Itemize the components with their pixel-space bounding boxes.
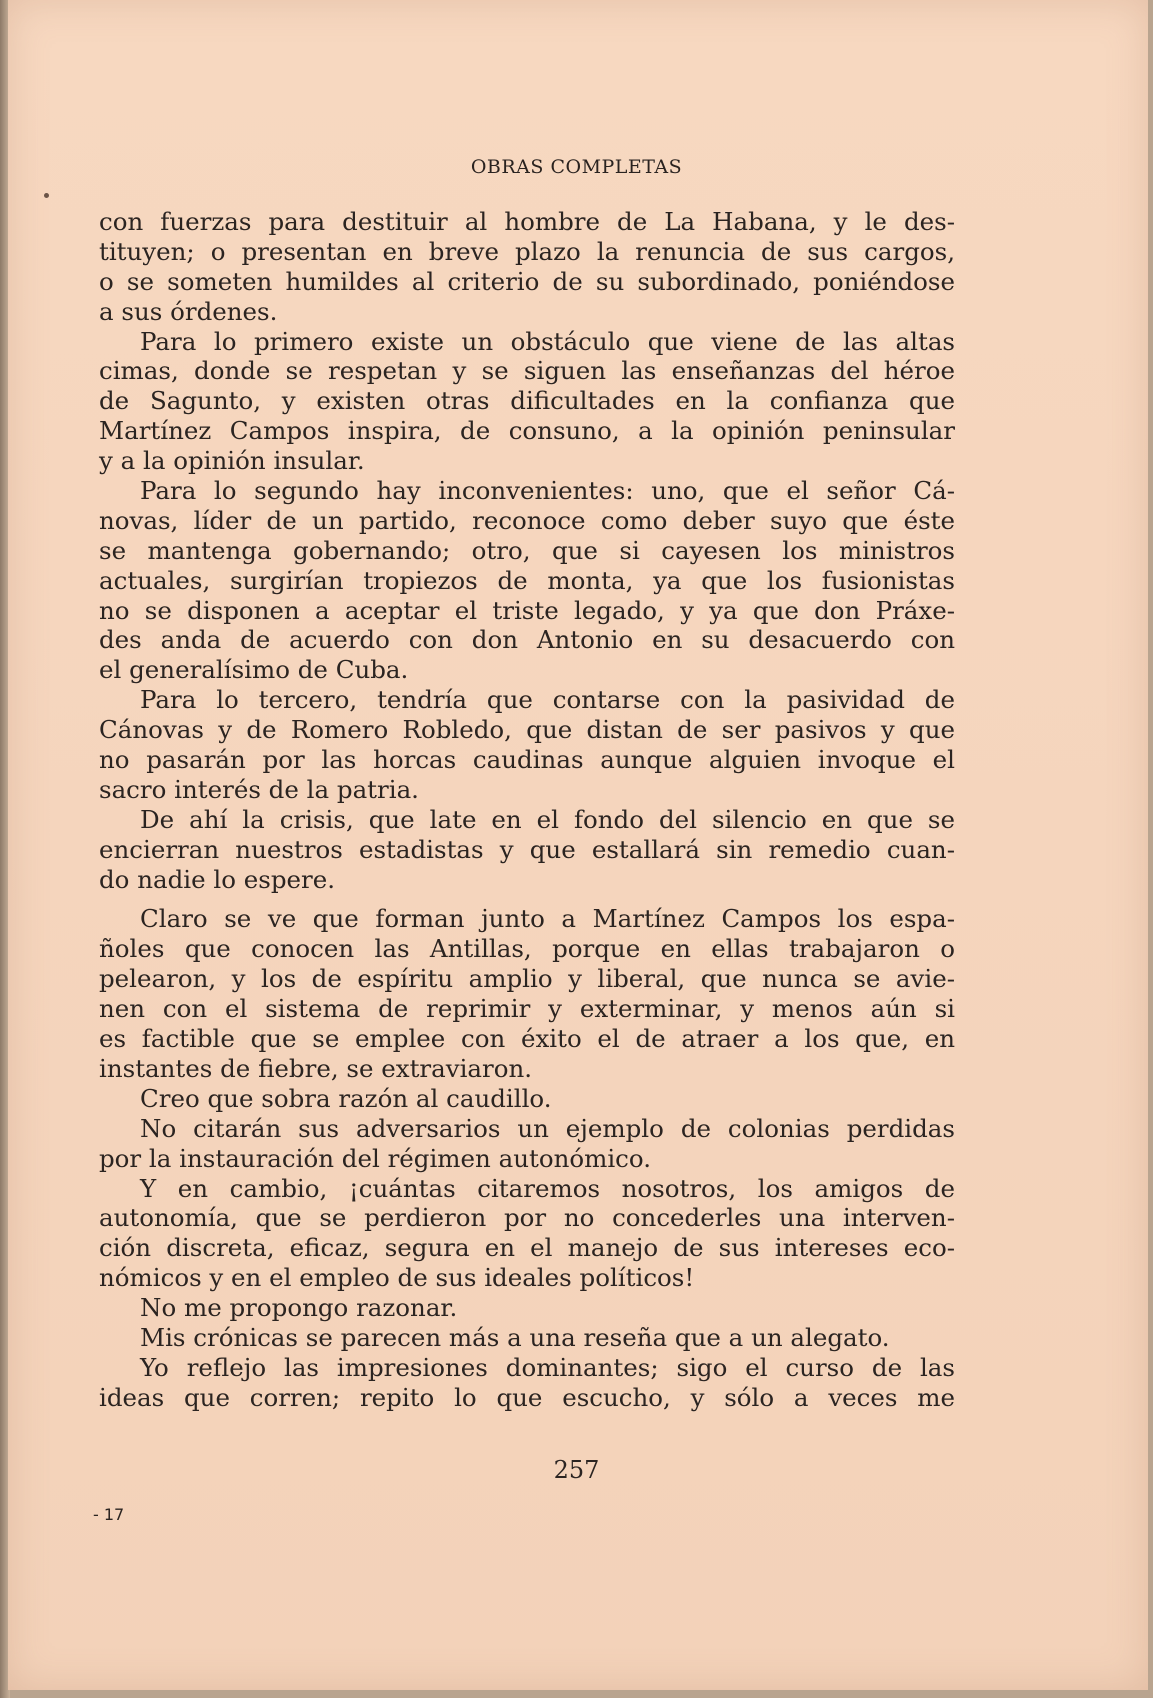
text-line: autonomía, que se perdieron por no concederles una interven-	[99, 1203, 955, 1233]
text-line: Para lo segundo hay inconvenientes: uno, que el señor Cá-	[140, 476, 955, 506]
text-line: No me propongo razonar.	[140, 1293, 458, 1323]
text-line: Creo que sobra razón al caudillo.	[140, 1083, 552, 1113]
text-line: Yo reflejo las impresiones dominantes; sigo el curso de las	[140, 1352, 955, 1382]
text-line: nen con el sistema de reprimir y exterminar, y menos aún si	[99, 994, 955, 1024]
text-line: y a la opinión insular.	[99, 446, 365, 476]
text-line: ñoles que conocen las Antillas, porque en ellas trabajaron o	[99, 934, 955, 964]
text-line: el generalísimo de Cuba.	[99, 655, 409, 685]
text-line: encierran nuestros estadistas y que estallará sin remedio cuan-	[99, 834, 955, 864]
text-line: se mantenga gobernando; otro, que si cayesen los ministros	[99, 535, 955, 565]
text-line: De ahí la crisis, que late en el fondo del silencio en que se	[140, 804, 955, 834]
ink-speck	[44, 193, 49, 198]
text-line: cimas, donde se respetan y se siguen las enseñanzas del héroe	[99, 356, 955, 386]
text-line: tituyen; o presentan en breve plazo la renuncia de sus cargos,	[99, 236, 955, 266]
text-line: instantes de fiebre, se extraviaron.	[99, 1053, 533, 1083]
text-line: con fuerzas para destituir al hombre de La Habana, y le des-	[99, 207, 955, 236]
text-line: sacro interés de la patria.	[99, 774, 419, 804]
text-line: Cánovas y de Romero Robledo, que distan de ser pasivos y que	[99, 715, 955, 745]
text-line: a sus órdenes.	[99, 296, 278, 326]
text-line: es factible que se emplee con éxito el de atraer a los que, en	[99, 1024, 955, 1054]
text-line: ideas que corren; repito lo que escucho, y sólo a veces me	[99, 1382, 955, 1412]
text-line: por la instauración del régimen autonómico.	[99, 1143, 652, 1173]
text-line: Y en cambio, ¡cuántas citaremos nosotros, los amigos de	[140, 1173, 955, 1203]
text-line: Para lo primero existe un obstáculo que viene de las altas	[140, 326, 955, 356]
text-line: de Sagunto, y existen otras dificultades en la confianza que	[99, 386, 955, 416]
body-text	[99, 207, 955, 1413]
text-line: actuales, surgirían tropiezos de monta, ya que los fusionistas	[99, 565, 955, 595]
text-line: ción discreta, eficaz, segura en el manejo de sus intereses eco-	[99, 1233, 955, 1263]
text-line: no pasarán por las horcas caudinas aunque alguien invoque el	[99, 745, 955, 775]
text-line: Para lo tercero, tendría que contarse con la pasividad de	[140, 685, 955, 715]
text-line: novas, líder de un partido, reconoce como deber suyo que éste	[99, 505, 955, 535]
text-line: Claro se ve que forman junto a Martínez Campos los espa-	[140, 904, 955, 934]
text-line: des anda de acuerdo con don Antonio en su desacuerdo con	[99, 625, 955, 655]
text-line: pelearon, y los de espíritu amplio y liberal, que nunca se avie-	[99, 964, 955, 994]
running-head: OBRAS COMPLETAS	[470, 156, 683, 178]
signature-mark: - 17	[93, 1505, 125, 1524]
text-line: Mis crónicas se parecen más a una reseña que a un alegato.	[140, 1322, 890, 1352]
text-line: nómicos y en el empleo de sus ideales políticos!	[99, 1263, 695, 1293]
text-line: do nadie lo espere.	[99, 864, 336, 894]
text-line: no se disponen a aceptar el triste legado, y ya que don Práxe-	[99, 595, 955, 625]
text-line: Martínez Campos inspira, de consuno, a la opinión peninsular	[99, 416, 955, 446]
page-number: 257	[553, 1456, 600, 1484]
text-line: No citarán sus adversarios un ejemplo de colonias perdidas	[140, 1113, 955, 1143]
paragraph-gap	[99, 894, 955, 904]
text-line: o se someten humildes al criterio de su subordinado, poniéndose	[99, 266, 955, 296]
